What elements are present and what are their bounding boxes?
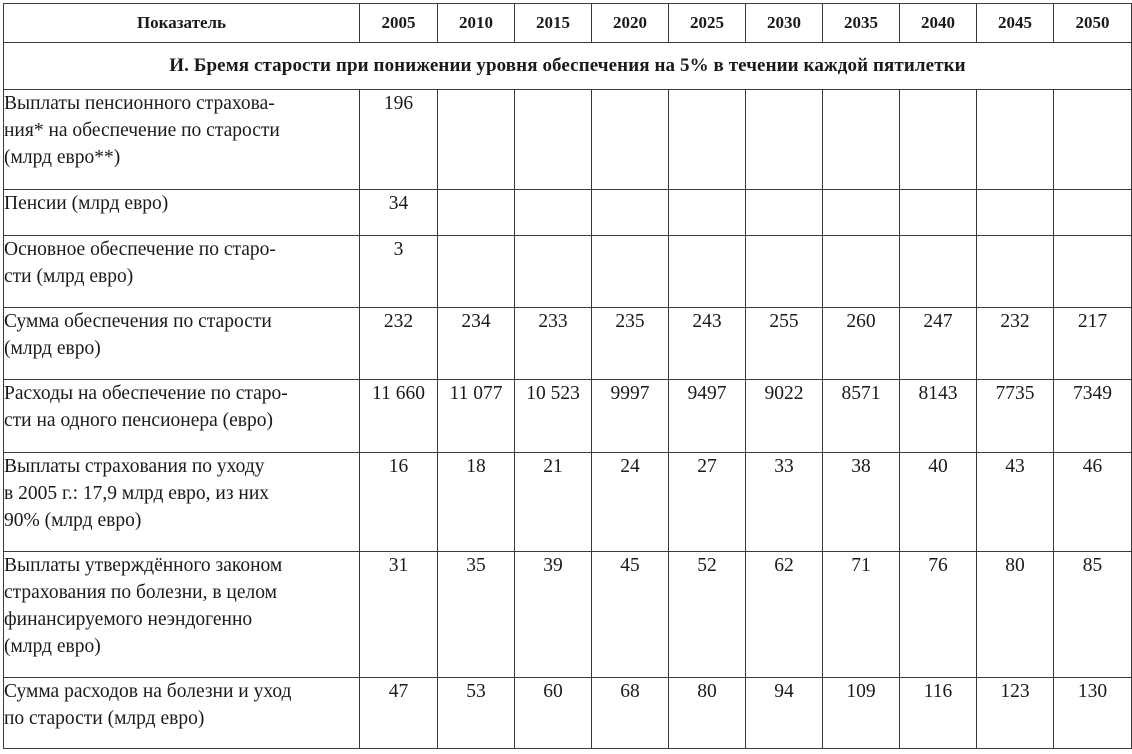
row-label-line: Основное обеспечение по старо- xyxy=(4,239,276,260)
year-header: 2035 xyxy=(823,4,900,43)
value-cell xyxy=(592,236,669,308)
value-cell: 76 xyxy=(900,552,977,678)
year-header: 2045 xyxy=(977,4,1054,43)
value-cell xyxy=(438,90,515,190)
row-label-line: сти (млрд евро) xyxy=(4,266,134,287)
value-cell: 33 xyxy=(746,453,823,552)
row-label xyxy=(4,678,360,749)
value-cell: 31 xyxy=(360,552,438,678)
value-cell xyxy=(900,236,977,308)
year-header: 2015 xyxy=(515,4,592,43)
value-cell: 71 xyxy=(823,552,900,678)
value-cell: 21 xyxy=(515,453,592,552)
row-label-line: Пенсии (млрд евро) xyxy=(4,193,169,214)
value-cell: 11 660 xyxy=(360,380,438,453)
row-label-line: (млрд евро**) xyxy=(4,147,121,168)
value-cell xyxy=(1054,190,1132,236)
value-cell: 24 xyxy=(592,453,669,552)
value-cell xyxy=(900,90,977,190)
value-cell: 40 xyxy=(900,453,977,552)
value-cell: 232 xyxy=(977,308,1054,380)
value-cell xyxy=(438,236,515,308)
row-label-line: Выплаты пенсионного страхова- xyxy=(4,93,275,114)
table-row xyxy=(4,453,1132,552)
value-cell: 9997 xyxy=(592,380,669,453)
value-cell: 116 xyxy=(900,678,977,749)
row-label-line: (млрд евро) xyxy=(4,636,101,657)
year-header: 2025 xyxy=(669,4,746,43)
table-row xyxy=(4,236,1132,308)
row-label-line: по старости (млрд евро) xyxy=(4,708,205,729)
value-cell: 232 xyxy=(360,308,438,380)
year-header: 2040 xyxy=(900,4,977,43)
value-cell: 52 xyxy=(669,552,746,678)
value-cell: 62 xyxy=(746,552,823,678)
value-cell: 217 xyxy=(1054,308,1132,380)
value-cell: 3 xyxy=(360,236,438,308)
header-row xyxy=(4,4,1132,43)
value-cell: 233 xyxy=(515,308,592,380)
value-cell: 43 xyxy=(977,453,1054,552)
year-header: 2050 xyxy=(1054,4,1132,43)
value-cell: 8571 xyxy=(823,380,900,453)
value-cell: 38 xyxy=(823,453,900,552)
table-row xyxy=(4,552,1132,678)
row-label-line: Выплаты страхования по уходу xyxy=(4,456,265,477)
value-cell: 9497 xyxy=(669,380,746,453)
value-cell xyxy=(592,90,669,190)
row-label xyxy=(4,380,360,453)
table-row xyxy=(4,308,1132,380)
indicator-header: Показатель xyxy=(4,4,360,43)
value-cell: 130 xyxy=(1054,678,1132,749)
value-cell: 60 xyxy=(515,678,592,749)
value-cell: 27 xyxy=(669,453,746,552)
value-cell: 235 xyxy=(592,308,669,380)
value-cell xyxy=(746,190,823,236)
value-cell xyxy=(669,90,746,190)
row-label-line: Сумма расходов на болезни и уход xyxy=(4,681,292,702)
table-row xyxy=(4,678,1132,749)
value-cell: 109 xyxy=(823,678,900,749)
section-title: И. Бремя старости при понижении уровня обеспечения на 5% в течении каждой пятилетки xyxy=(4,43,1132,90)
value-cell: 18 xyxy=(438,453,515,552)
row-label-line: сти на одного пенсионера (евро) xyxy=(4,410,273,431)
value-cell xyxy=(515,90,592,190)
value-cell xyxy=(1054,236,1132,308)
row-label xyxy=(4,236,360,308)
value-cell: 94 xyxy=(746,678,823,749)
row-label-line: Расходы на обеспечение по старо- xyxy=(4,383,288,404)
value-cell xyxy=(515,236,592,308)
value-cell: 196 xyxy=(360,90,438,190)
row-label-line: финансируемого неэндогенно xyxy=(4,609,253,630)
value-cell: 243 xyxy=(669,308,746,380)
value-cell: 234 xyxy=(438,308,515,380)
value-cell xyxy=(823,90,900,190)
row-label-line: Сумма обеспечения по старости xyxy=(4,311,272,332)
pension-burden-table xyxy=(3,3,1132,749)
value-cell: 46 xyxy=(1054,453,1132,552)
row-label xyxy=(4,552,360,678)
row-label xyxy=(4,453,360,552)
value-cell xyxy=(977,90,1054,190)
value-cell xyxy=(823,236,900,308)
value-cell: 10 523 xyxy=(515,380,592,453)
value-cell xyxy=(1054,90,1132,190)
value-cell xyxy=(438,190,515,236)
value-cell xyxy=(592,190,669,236)
value-cell: 7349 xyxy=(1054,380,1132,453)
value-cell xyxy=(746,90,823,190)
row-label-line: Выплаты утверждённого законом xyxy=(4,555,283,576)
value-cell: 34 xyxy=(360,190,438,236)
value-cell xyxy=(900,190,977,236)
row-label xyxy=(4,90,360,190)
table-row xyxy=(4,190,1132,236)
value-cell: 8143 xyxy=(900,380,977,453)
value-cell: 53 xyxy=(438,678,515,749)
value-cell: 247 xyxy=(900,308,977,380)
row-label xyxy=(4,190,360,236)
value-cell: 45 xyxy=(592,552,669,678)
value-cell: 123 xyxy=(977,678,1054,749)
value-cell: 80 xyxy=(669,678,746,749)
year-header: 2030 xyxy=(746,4,823,43)
value-cell xyxy=(977,236,1054,308)
row-label-line: страхования по болезни, в целом xyxy=(4,582,277,603)
row-label-line: ния* на обеспечение по старости xyxy=(4,120,280,141)
value-cell xyxy=(977,190,1054,236)
value-cell: 260 xyxy=(823,308,900,380)
row-label xyxy=(4,308,360,380)
value-cell: 35 xyxy=(438,552,515,678)
year-header: 2005 xyxy=(360,4,438,43)
value-cell: 7735 xyxy=(977,380,1054,453)
value-cell: 16 xyxy=(360,453,438,552)
row-label-line: в 2005 г.: 17,9 млрд евро, из них xyxy=(4,483,270,504)
value-cell: 47 xyxy=(360,678,438,749)
table-row xyxy=(4,90,1132,190)
value-cell xyxy=(669,236,746,308)
value-cell: 39 xyxy=(515,552,592,678)
value-cell: 80 xyxy=(977,552,1054,678)
value-cell xyxy=(669,190,746,236)
value-cell: 255 xyxy=(746,308,823,380)
table-row xyxy=(4,380,1132,453)
year-header: 2020 xyxy=(592,4,669,43)
value-cell: 9022 xyxy=(746,380,823,453)
value-cell: 85 xyxy=(1054,552,1132,678)
row-label-line: 90% (млрд евро) xyxy=(4,510,142,531)
value-cell xyxy=(823,190,900,236)
value-cell: 68 xyxy=(592,678,669,749)
row-label-line: (млрд евро) xyxy=(4,338,101,359)
value-cell: 11 077 xyxy=(438,380,515,453)
value-cell xyxy=(746,236,823,308)
year-header: 2010 xyxy=(438,4,515,43)
value-cell xyxy=(515,190,592,236)
section-row xyxy=(4,43,1132,90)
